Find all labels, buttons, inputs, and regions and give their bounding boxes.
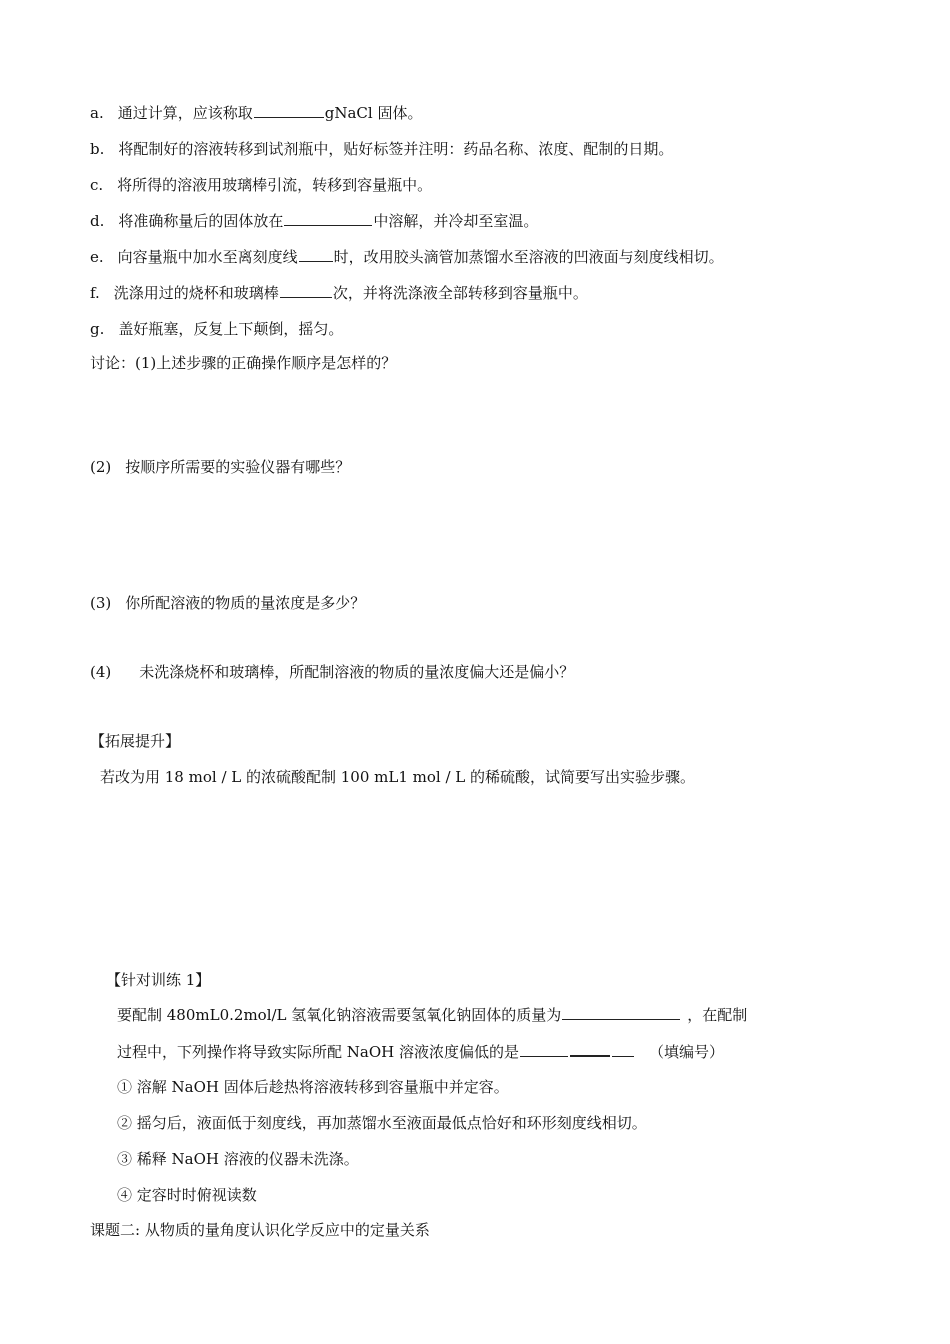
step-text: 中溶解，并冷却至室温。 bbox=[373, 212, 539, 230]
step-prefix: f. bbox=[90, 284, 100, 302]
extension-text: 若改为用 18 mol / L 的浓硫酸配制 100 mL1 mol / L 的稀硫酸，试简要写出实验步骤。 bbox=[100, 768, 696, 786]
step-e bbox=[90, 247, 724, 267]
question-number: (4) bbox=[90, 663, 112, 681]
step-prefix: g. bbox=[90, 320, 105, 338]
training-line-2 bbox=[117, 1041, 724, 1062]
step-text: 通过计算，应该称取 bbox=[117, 104, 253, 122]
step-text: 向容量瓶中加水至离刻度线 bbox=[117, 248, 298, 266]
answer-blank[interactable] bbox=[520, 1042, 568, 1057]
training-option-1: ① 溶解 NaOH 固体后趁热将溶液转移到容量瓶中并定容。 bbox=[117, 1078, 509, 1096]
step-text: 时，改用胶头滴管加蒸馏水至溶液的凹液面与刻度线相切。 bbox=[333, 248, 724, 266]
training-text: ，在配制 bbox=[687, 1006, 748, 1024]
step-text: 将配制好的溶液转移到试剂瓶中，贴好标签并注明：药品名称、浓度、配制的日期。 bbox=[118, 140, 674, 158]
step-prefix: d. bbox=[90, 212, 105, 230]
training-option-2: ② 摇匀后，液面低于刻度线，再加蒸馏水至液面最低点恰好和环形刻度线相切。 bbox=[117, 1114, 647, 1132]
question-text: 你所配溶液的物质的量浓度是多少？ bbox=[125, 594, 366, 612]
discussion-question-3 bbox=[90, 593, 365, 613]
step-text: 次，并将洗涤液全部转移到容量瓶中。 bbox=[332, 284, 588, 302]
answer-blank-underline bbox=[570, 1041, 610, 1057]
step-d bbox=[90, 211, 538, 231]
training-option-4: ④ 定容时时俯视读数 bbox=[117, 1186, 257, 1204]
answer-blank-underline bbox=[612, 1042, 634, 1057]
answer-blank[interactable] bbox=[562, 1005, 680, 1020]
answer-blank[interactable] bbox=[280, 283, 332, 298]
question-text: 未洗涤烧杯和玻璃棒，所配制溶液的物质的量浓度偏大还是偏小？ bbox=[139, 663, 575, 681]
step-f bbox=[90, 283, 588, 303]
step-prefix: b. bbox=[90, 140, 105, 158]
discussion-question-2 bbox=[90, 457, 350, 477]
answer-blank[interactable] bbox=[299, 247, 333, 262]
step-c bbox=[90, 175, 432, 195]
question-number: (2) bbox=[90, 458, 112, 476]
answer-blank[interactable] bbox=[254, 103, 324, 118]
discussion-question-1: 讨论：(1)上述步骤的正确操作顺序是怎样的？ bbox=[90, 354, 397, 372]
training-text: 过程中，下列操作将导致实际所配 NaOH 溶液浓度偏低的是 bbox=[117, 1043, 519, 1061]
step-text: 将所得的溶液用玻璃棒引流，转移到容量瓶中。 bbox=[117, 176, 433, 194]
training-line-1 bbox=[117, 1005, 747, 1025]
topic-2-heading: 课题二: 从物质的量角度认识化学反应中的定量关系 bbox=[90, 1221, 430, 1239]
answer-blank[interactable] bbox=[284, 211, 372, 226]
step-text: gNaCl 固体。 bbox=[324, 104, 423, 122]
step-prefix: e. bbox=[90, 248, 104, 266]
training-text: 要配制 480mL0.2mol/L 氢氧化钠溶液需要氢氧化钠固体的质量为 bbox=[117, 1006, 562, 1024]
step-text: 盖好瓶塞，反复上下颠倒，摇匀。 bbox=[118, 320, 344, 338]
step-g bbox=[90, 319, 343, 339]
training-heading: 【针对训练 1】 bbox=[106, 971, 211, 989]
question-number: (3) bbox=[90, 594, 112, 612]
step-prefix: a. bbox=[90, 104, 104, 122]
question-text: 按顺序所需要的实验仪器有哪些？ bbox=[125, 458, 351, 476]
discussion-question-4 bbox=[90, 662, 574, 682]
extension-heading: 【拓展提升】 bbox=[90, 732, 181, 750]
step-text: 将准确称量后的固体放在 bbox=[118, 212, 284, 230]
training-option-3: ③ 稀释 NaOH 溶液的仪器未洗涤。 bbox=[117, 1150, 359, 1168]
step-a bbox=[90, 103, 422, 123]
training-text: （填编号） bbox=[649, 1043, 725, 1061]
step-prefix: c. bbox=[90, 176, 104, 194]
step-text: 洗涤用过的烧杯和玻璃棒 bbox=[113, 284, 279, 302]
step-b bbox=[90, 139, 673, 159]
